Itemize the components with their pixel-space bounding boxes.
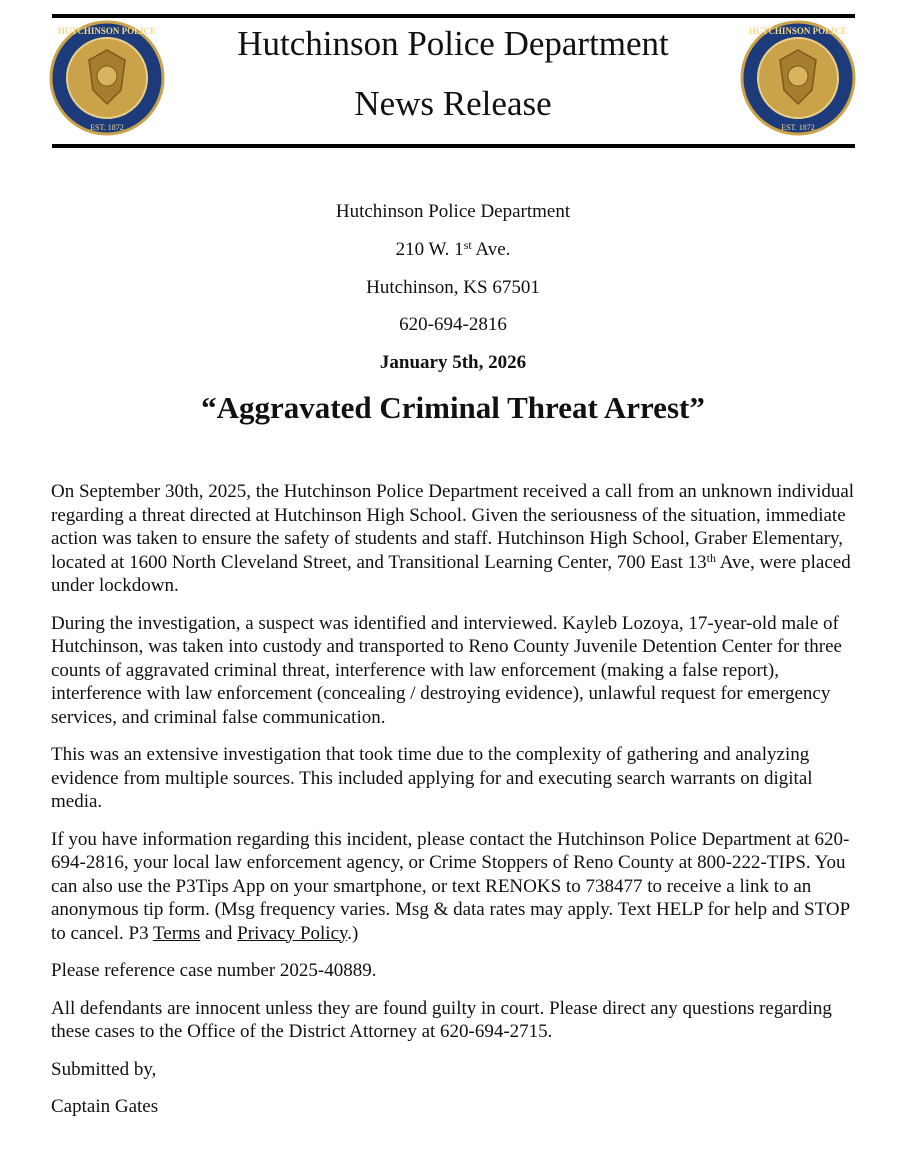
signature-name: Captain Gates [51,1096,159,1117]
address-street-rest: Ave. [471,239,511,260]
address-street-number: 210 W. 1 [395,239,464,260]
terms-link[interactable]: Terms [153,922,201,944]
seal-text-bottom: EST. 1872 [781,123,815,132]
header-subtitle: News Release [354,84,552,123]
paragraph-case-number: Please reference case number 2025-40889. [51,960,377,981]
seal-text-top: HUTCHINSON POLICE [748,26,848,36]
paragraph-contact-end: .) [347,922,359,944]
paragraph-contact [51,828,863,946]
paragraph-incident-text: On September 30th, 2025, the Hutchinson Police Department received a call from an unknown individual regarding a threat directed at Hutchinson High School. Given the seriousness of the situation, immediate action was taken to ensure the safety of students and staff. Hutchinson High School, Graber Elementary, located at 1600 North Cleveland Street, and Transitional Learning Center, 700 East 13 [51,481,855,573]
release-date: January 5th, 2026 [379,352,527,373]
paragraph-incident [51,480,863,598]
paragraph-contact-text: If you have information regarding this incident, please contact the Hutchinson Police Department at 620-694-2816, your local law enforcement agency, or Crime Stoppers of Reno County at 800-222-TIPS. You can also use the P3Tips App on your smartphone, or text RENOKS to 738477 to receive a link to an anonymous tip form. (Msg frequency varies. Msg & data rates may apply. Text HELP for help and STOP to cancel. P3 [51,828,850,944]
header-bottom-rule [52,144,855,148]
header-top-rule [52,14,855,18]
seal-text-bottom: EST. 1872 [90,123,124,132]
address-street-suffix: st [463,238,472,252]
privacy-policy-link[interactable]: Privacy Policy [237,922,348,944]
address-phone: 620-694-2816 [399,314,507,335]
paragraph-contact-and: and [200,922,238,944]
address-org: Hutchinson Police Department [335,201,571,222]
ordinal-suffix: th [706,550,716,565]
address-street [0,239,910,261]
release-title: “Aggravated Criminal Threat Arrest” [201,390,705,425]
submitted-by: Submitted by, [51,1058,157,1080]
seal-text-top: HUTCHINSON POLICE [57,26,157,36]
header-title: Hutchinson Police Department [237,24,669,63]
release-body [51,480,863,1133]
paragraph-evidence: This was an extensive investigation that took time due to the complexity of gathering and analyzing evidence from multiple sources. This included applying for and executing search warrants on digital media. [51,744,813,812]
paragraph-investigation: During the investigation, a suspect was identified and interviewed. Kayleb Lozoya, 17-year-old male of Hutchinson, was taken into custody and transported to Reno County Juvenile Detention Center for three counts of aggravated criminal threat, interference with law enforcement (making a false report), interference with law enforcement (concealing / destroying evidence), unlawful request for emergency services, and criminal false communication. [51,612,842,728]
paragraph-disclaimer: All defendants are innocent unless they are found guilty in court. Please direct any questions regarding these cases to the Office of the District Attorney at 620-694-2715. [51,997,832,1042]
paragraph-incident-end: Ave, were placed under lockdown. [51,551,851,596]
address-city: Hutchinson, KS 67501 [366,277,540,298]
